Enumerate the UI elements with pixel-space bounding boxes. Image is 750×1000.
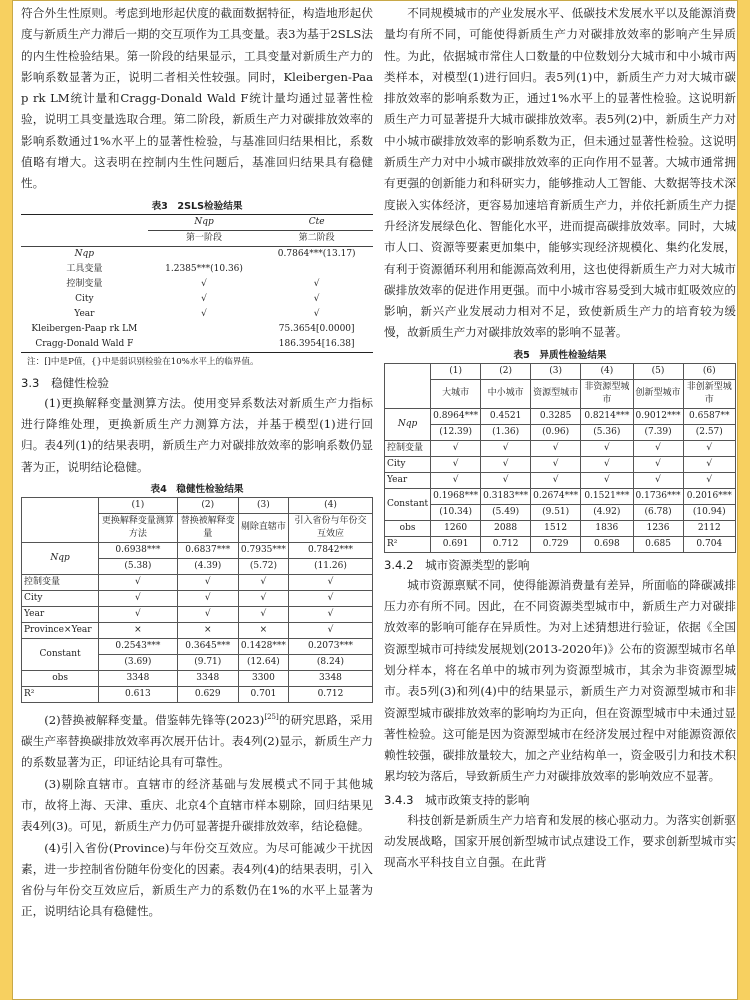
paragraph-endogeneity: 符合外生性原则。考虑到地形起伏度的截面数据特征，构造地形起伏度与新质生产力滞后一期的交互项作为工具变量。表3为基于2SLS法的内生性检验结果。第一阶段的结果显示，工具变量对新质生产力的影响系数显著为正，说明二者相关性较强。同时，Kleibergen-Paap rk LM统计量和Cragg-Donald Wald F统计量均通过显著性检验，说明工具变量选取合理。第二阶段，新质生产力对碳排放效率的影响系数通过1%水平上的显著性检验，与基准回归结果相比，系数值略有增大。这表明在控制内生性问题后，基准回归结果具有稳健性。 [21, 6, 373, 191]
table3-col-nqp: Nqp [148, 214, 261, 230]
paragraph-policy-support: 科技创新是新质生产力培育和发展的核心驱动力。为落实创新驱动发展战略，国家开展创新型城市试点建设工作，要求创新型城市实现高水平科技自立自强。在此背 [384, 812, 736, 870]
column-number: (2) [177, 497, 238, 513]
check-cell: √ [531, 456, 581, 472]
check-cell: √ [581, 440, 633, 456]
row-label: City [22, 590, 99, 606]
check-cell: √ [633, 472, 683, 488]
obs-cell: 1236 [633, 520, 683, 536]
t-stat-cell: (5.36) [581, 424, 633, 440]
r2-cell: 0.712 [481, 536, 531, 552]
constant-cell: 0.1428*** [238, 638, 288, 654]
coefficient-cell: 0.6587** [683, 408, 735, 424]
t-stat-cell: (0.96) [531, 424, 581, 440]
check-cell: × [238, 622, 288, 638]
left-column [21, 7, 373, 923]
t-stat-cell: (5.49) [481, 504, 531, 520]
table3-stage2: 第二阶段 [260, 230, 373, 246]
table-header-row [385, 363, 736, 379]
table-row-nqp [385, 408, 736, 424]
check-cell: √ [481, 472, 531, 488]
table3-stage1: 第一阶段 [148, 230, 261, 246]
row-label-constant: Constant [385, 488, 431, 520]
table3-col-cte: Cte [260, 214, 373, 230]
table3-cell-stage1 [148, 246, 261, 262]
table3-caption: 表3 2SLS检验结果 [151, 200, 243, 212]
paragraph-robust-4: (4)引入省份(Province)与年份交互效应。为尽可能减少干扰因素，进一步控制省份随年份变化的因素。表4列(4)的结果表明，引入省份与年份交互效应后，新质生产力的系数仍在1%的水平上显著为正，说明结论具有稳健性。 [21, 840, 373, 919]
check-cell: √ [431, 440, 481, 456]
column-number: (4) [581, 363, 633, 379]
table3-cell-stage2: 0.7864***(13.17) [277, 248, 356, 259]
t-stat-cell: (5.72) [238, 558, 288, 574]
table3-cell-stage1 [148, 322, 261, 337]
paragraph-robust-1: (1)更换解释变量测算方法。使用变异系数法对新质生产力指标进行降维处理，更换新质生产力测算方法，并基于模型(1)进行回归。表4列(1)的结果表明，新质生产力对碳排放效率的影响系数仍显著为正，说明结论稳健。 [21, 395, 373, 474]
check-cell: √ [177, 606, 238, 622]
table3-cell-stage2 [260, 262, 373, 277]
obs-cell: 2088 [481, 520, 531, 536]
table-row [22, 606, 373, 622]
coefficient-cell: 0.3285 [531, 408, 581, 424]
paragraph-robust-3: (3)剔除直辖市。直辖市的经济基础与发展模式不同于其他城市，故将上海、天津、重庆、北京4个直辖市样本剔除，回归结果见表4列(3)。可见，新质生产力仍可显著提升碳排放效率，结论稳健。 [21, 776, 373, 834]
column-heading: 剔除直辖市 [238, 513, 288, 542]
table3-cell-stage1: √ [201, 308, 207, 319]
table-row-r2 [22, 686, 373, 702]
r2-cell: 0.629 [177, 686, 238, 702]
obs-cell: 3300 [238, 670, 288, 686]
table-row-constant-t [385, 504, 736, 520]
column-number: (3) [531, 363, 581, 379]
table-row [21, 337, 373, 353]
paragraph-city-size: 不同规模城市的产业发展水平、低碳技术发展水平以及能源消费量均有所不同，可能使得新质生产力对碳排放效率的影响产生异质性。为此，依据城市常住人口数量的中位数划分大城市和中小城市两类样本，对模型(1)进行回归。表5列(1)中，新质生产力对大城市碳排放效率的影响系数为正，通过1%水平上的显著性检验。这说明新质生产力可显著提升大城市碳排放效率。表5列(2)中，新质生产力对中小城市碳排放效率的影响系数为正，但未通过显著性检验。这说明新质生产力对中小城市碳排放效率的正向作用不显著。大城市通常拥有更强的创新能力和科研实力，能够推动人工智能、大数据等技术深度嵌入实体经济，更容易加速培育新质生产力，并依托新质生产力提升经济发展绿色化、智能化水平，进而提高碳排放效率。同时，大城市人口、资源等要素更加集中，能够实现经济规模化、集约化发展，有利于资源循环利用和能源高效利用，这也使得新质生产力对大城市碳排放效率的促进作用更强。而中小城市容易受到大城市虹吸效应的影响，新兴产业发展动力相对不足，致使新质生产力的培育较为缓慢，故新质生产力对碳排放效率的影响不显著。 [384, 6, 736, 340]
column-number: (2) [481, 363, 531, 379]
check-cell: × [177, 622, 238, 638]
row-label: Year [22, 606, 99, 622]
check-cell: √ [683, 440, 735, 456]
coefficient-cell: 0.4521 [481, 408, 531, 424]
column-number: (1) [431, 363, 481, 379]
t-stat-cell: (4.92) [581, 504, 633, 520]
t-stat-cell: (10.94) [683, 504, 735, 520]
column-number: (5) [633, 363, 683, 379]
row-label-obs: obs [385, 520, 431, 536]
table-header-row [22, 497, 373, 513]
obs-cell: 1260 [431, 520, 481, 536]
check-cell: × [99, 622, 177, 638]
obs-cell: 3348 [99, 670, 177, 686]
table-row [21, 246, 373, 262]
column-heading: 大城市 [431, 379, 481, 408]
table-row [22, 574, 373, 590]
t-stat-cell: (9.51) [531, 504, 581, 520]
citation-25: [25] [264, 712, 279, 721]
coefficient-cell: 0.6837*** [177, 542, 238, 558]
obs-cell: 1836 [581, 520, 633, 536]
column-heading: 替换被解释变量 [177, 513, 238, 542]
column-heading: 更换解释变量测算方法 [99, 513, 177, 542]
row-label-obs: obs [22, 670, 99, 686]
row-label: City [385, 456, 431, 472]
constant-cell: 0.2543*** [99, 638, 177, 654]
t-stat-cell: (9.71) [177, 654, 238, 670]
t-stat-cell: (6.78) [633, 504, 683, 520]
t-stat-cell: (12.39) [431, 424, 481, 440]
table-row-obs [385, 520, 736, 536]
table-header-row [385, 379, 736, 408]
column-number: (6) [683, 363, 735, 379]
t-stat-cell: (2.57) [683, 424, 735, 440]
paragraph-robust-2: (2)替换被解释变量。借鉴韩先锋等(2023)[25]的研究思路，采用碳生产率替换碳排放效率再次展开估计。表4列(2)显示，新质生产力的系数显著为正，印证结论具有可靠性。 [21, 712, 373, 770]
table3-cell-stage2: √ [313, 278, 320, 289]
r2-cell: 0.698 [581, 536, 633, 552]
t-stat-cell: (1.36) [481, 424, 531, 440]
table3-cell-stage2: √ [313, 293, 320, 304]
obs-cell: 3348 [177, 670, 238, 686]
table3-cell-stage2: √ [313, 308, 320, 319]
r2-cell: 0.704 [683, 536, 735, 552]
constant-cell: 0.2073*** [288, 638, 372, 654]
column-heading: 中小城市 [481, 379, 531, 408]
section-3-3-heading: 3.3 稳健性检验 [21, 375, 110, 390]
table-row [21, 322, 373, 337]
check-cell: √ [633, 456, 683, 472]
table4 [21, 497, 373, 703]
table-row-nqp [22, 542, 373, 558]
obs-cell: 2112 [683, 520, 735, 536]
check-cell: √ [683, 472, 735, 488]
r2-cell: 0.691 [431, 536, 481, 552]
table-row [21, 292, 373, 307]
row-label: 控制变量 [385, 440, 431, 456]
row-label-nqp: Nqp [22, 542, 99, 574]
column-heading: 创新型城市 [633, 379, 683, 408]
t-stat-cell: (12.64) [238, 654, 288, 670]
row-label: Year [385, 472, 431, 488]
paper-page [12, 0, 738, 1000]
constant-cell: 0.1968*** [431, 488, 481, 504]
column-number: (4) [288, 497, 372, 513]
table-row [21, 262, 373, 277]
table-row [22, 622, 373, 638]
check-cell: √ [99, 590, 177, 606]
coefficient-cell: 0.9012*** [633, 408, 683, 424]
obs-cell: 1512 [531, 520, 581, 536]
table3-row-label: Year [74, 308, 95, 319]
check-cell: √ [288, 590, 372, 606]
check-cell: √ [177, 590, 238, 606]
t-stat-cell: (8.24) [288, 654, 372, 670]
check-cell: √ [238, 606, 288, 622]
table-row [22, 590, 373, 606]
table4-caption: 表4 稳健性检验结果 [150, 483, 244, 495]
check-cell: √ [683, 456, 735, 472]
row-label: 控制变量 [22, 574, 99, 590]
column-number: (3) [238, 497, 288, 513]
r2-cell: 0.729 [531, 536, 581, 552]
r2-cell: 0.685 [633, 536, 683, 552]
obs-cell: 3348 [288, 670, 372, 686]
row-label-r2: R² [385, 536, 431, 552]
table-row-constant [22, 638, 373, 654]
table3-row-label: City [75, 293, 94, 304]
row-label: Province×Year [22, 622, 99, 638]
check-cell: √ [288, 622, 372, 638]
check-cell: √ [177, 574, 238, 590]
section-3-4-2-heading: 3.4.2 城市资源类型的影响 [384, 557, 530, 572]
t-stat-cell: (7.39) [633, 424, 683, 440]
r2-cell: 0.712 [288, 686, 372, 702]
row-label-r2: R² [22, 686, 99, 702]
r2-cell: 0.701 [238, 686, 288, 702]
section-3-4-3-heading: 3.4.3 城市政策支持的影响 [384, 792, 530, 807]
row-label-constant: Constant [22, 638, 99, 670]
r2-cell: 0.613 [99, 686, 177, 702]
t-stat-cell: (11.26) [288, 558, 372, 574]
table3-corner-2 [21, 230, 148, 246]
check-cell: √ [531, 472, 581, 488]
table3-cell-stage2: 186.3954[16.38] [260, 337, 373, 353]
paragraph-resource-type: 城市资源禀赋不同，使得能源消费量有差异，所面临的降碳减排压力亦有所不同。因此，在不同资源类型城市中，新质生产力对碳排放效率的影响可能存在异质性。为对上述猜想进行验证，依据《全国资源型城市可持续发展规划(2013-2020年)》公布的资源型城市名单划分样本，将在名单中的城市列为资源型城市，其余为非资源型城市。表5列(3)和列(4)中的结果显示，新质生产力对资源型城市和非资源型城市碳排放效率的影响均为正向，但在资源型城市中未通过显著性检验。这可能是因为资源型城市在经济发展过程中对能源资源依赖性较强，碳排放量较大，加之产业结构单一，资金吸引力和技术积累均较为落后，导致新质生产力对碳排放效率的影响效应不显著。 [384, 577, 736, 784]
table3-cell-stage1: √ [201, 278, 207, 289]
column-heading: 引入省份与年份交互效应 [288, 513, 372, 542]
table-corner [22, 497, 99, 542]
t-stat-cell: (10.34) [431, 504, 481, 520]
coefficient-cell: 0.8964*** [431, 408, 481, 424]
right-column [384, 7, 736, 874]
coefficient-cell: 0.7842*** [288, 542, 372, 558]
table3-row-label: 工具变量 [66, 263, 103, 274]
check-cell: √ [633, 440, 683, 456]
t-stat-cell: (4.39) [177, 558, 238, 574]
table-row-constant [385, 488, 736, 504]
table5-caption: 表5 异质性检验结果 [513, 349, 607, 361]
table-corner [385, 363, 431, 408]
check-cell: √ [288, 606, 372, 622]
check-cell: √ [431, 472, 481, 488]
check-cell: √ [238, 574, 288, 590]
coefficient-cell: 0.8214*** [581, 408, 633, 424]
table-row [21, 277, 373, 292]
check-cell: √ [238, 590, 288, 606]
table-row [385, 472, 736, 488]
table3-note: 注：[]中是P值，{}中是弱识别检验在10%水平上的临界值。 [27, 356, 259, 367]
table3-cell-stage1: √ [201, 293, 207, 304]
check-cell: √ [288, 574, 372, 590]
table5 [384, 363, 736, 553]
column-number: (1) [99, 497, 177, 513]
table3-cell-stage1: 1.2385***(10.36) [165, 263, 243, 274]
column-heading: 资源型城市 [531, 379, 581, 408]
check-cell: √ [481, 440, 531, 456]
constant-cell: 0.1736*** [633, 488, 683, 504]
row-label-nqp: Nqp [385, 408, 431, 440]
constant-cell: 0.1521*** [581, 488, 633, 504]
column-heading: 非资源型城市 [581, 379, 633, 408]
table-row-r2 [385, 536, 736, 552]
constant-cell: 0.2674*** [531, 488, 581, 504]
table3-cell-stage2: 75.3654[0.0000] [278, 323, 355, 334]
table3-cell-stage1 [148, 337, 261, 353]
check-cell: √ [581, 456, 633, 472]
constant-cell: 0.2016*** [683, 488, 735, 504]
table3-row-label: Cragg-Donald Wald F [21, 337, 148, 353]
check-cell: √ [431, 456, 481, 472]
t-stat-cell: (5.38) [99, 558, 177, 574]
table3-row-label: 控制变量 [66, 278, 103, 289]
check-cell: √ [99, 574, 177, 590]
check-cell: √ [481, 456, 531, 472]
table3-row-label: Kleibergen-Paap rk LM [31, 323, 138, 334]
column-heading: 非创新型城市 [683, 379, 735, 408]
check-cell: √ [531, 440, 581, 456]
table-row [21, 307, 373, 322]
table-row-obs [22, 670, 373, 686]
table3-row-label: Nqp [74, 248, 95, 259]
check-cell: √ [99, 606, 177, 622]
constant-cell: 0.3645*** [177, 638, 238, 654]
constant-cell: 0.3183*** [481, 488, 531, 504]
coefficient-cell: 0.7935*** [238, 542, 288, 558]
table-row [385, 456, 736, 472]
t-stat-cell: (3.69) [99, 654, 177, 670]
check-cell: √ [581, 472, 633, 488]
table-row-nqp-t [385, 424, 736, 440]
table3 [21, 214, 373, 353]
table-row [385, 440, 736, 456]
coefficient-cell: 0.6938*** [99, 542, 177, 558]
table3-corner [21, 214, 148, 230]
